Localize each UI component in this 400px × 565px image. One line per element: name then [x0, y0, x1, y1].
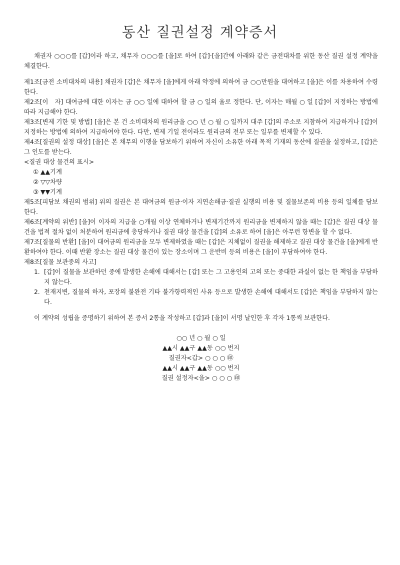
collateral-item-2: ② ▽▽차량 [33, 179, 62, 186]
item-text: 천재지변, 질물의 하자, 포장의 불완전 기타 불가항력적인 사유 등으로 발생한 손해에 대해서도 [갑]은 책임을 부담하지 않는다. [44, 289, 378, 306]
collateral-item-3: ③ ▼▼기계 [33, 189, 62, 196]
collateral-item-1: ① ▲▲기계 [33, 169, 62, 176]
collateral-heading: <질권 대상 물건의 표시> [24, 159, 95, 166]
article-4: 제4조[질권의 설정 대상] [을]은 본 채무의 이행을 담보하기 위하여 자신이 소유한 아래 목적 기재의 동산에 질권을 설정하고, [갑]은 그 인도를 받는다. [24, 139, 378, 156]
item-text: [갑]이 질물을 보관하던 중에 발생한 손해에 대해서는 [갑] 또는 그 고용인의 고의 또는 중대한 과실이 없는 한 책임을 부담하지 않는다. [44, 269, 378, 286]
document-body [24, 52, 378, 384]
article-6: 제6조[계약의 위반] [을]이 이자의 지급을 ○개월 이상 연체하거나 변제기간까지 원리금을 변제하지 않을 때는 [갑]은 질권 대상 물건을 법적 절차 없이 처분하여 원리금에 충당하거나 질권 대상 물건을 [갑]의 소유로 하여 [을]은 아무런 항변을 할 수 없다. [24, 219, 378, 236]
article-8: 제8조[질물 보관중의 사고] [24, 259, 97, 266]
item-number: 2. [34, 289, 40, 296]
intro-paragraph: 채권자 ○○○를 [갑]이라 하고, 채무자 ○○○를 [을]로 하여 [갑]·[을]간에 아래와 같은 금전대차를 위한 동산 질권 설정 계약을 체결한다. [24, 53, 378, 70]
contract-date: ○○ 년 ○ 월 ○ 일 [176, 335, 226, 342]
article-8-item-2 [24, 288, 378, 308]
item-number: 1. [34, 269, 40, 276]
article-7: 제7조[질물의 반환] [을]이 대여금의 원리금을 모두 변제하였을 때는 [갑]은 지체없이 질권을 해제하고 질권 대상 물건을 [을]에게 반환하여야 한다. 이때 반환 장소는 질권 대상 물건이 있는 장소이며 그 운반비 등의 비용은 [을]이 부담하여야 한다. [24, 239, 378, 256]
article-8-item-1 [24, 268, 378, 288]
article-3: 제3조[변제 기한 및 방법] [을]은 본 건 소비대차의 원리금을 ○○ 년 ○ 월 ○ 일까지 대주 [갑]의 주소로 지참하여 지급하거나 [갑]이 지정하는 방법에 의하여 지급하여야 한다. 다만, 변제 기일 전이라도 원리금의 전부 또는 일부를 변제할 수 있다. [24, 119, 378, 136]
party2-address: ▲▲시 ▲▲구 ▲▲동 ○○ 번지 [162, 365, 240, 372]
article-2: 제2조[이 자] 대여금에 대한 이자는 금 ○○ 일에 대하여 할 금 ○ 일의 율로 정한다. 단, 이자는 매월 ○ 일 [갑]이 지정하는 방법에 따라 지급해야 한다. [24, 99, 378, 116]
closing-paragraph: 이 계약의 성립을 증명하기 위하여 본 증서 2통을 작성하고 [갑]과 [을]이 서명 날인한 후 각자 1통씩 보관한다. [34, 315, 331, 322]
article-1: 제1조[금전 소비대차의 내용] 채권자 [갑]은 채무자 [을]에게 아래 약정에 의하여 금 ○○만원을 대여하고 [을]은 이를 차용하여 수령한다. [24, 79, 378, 96]
document-title: 동산 질권설정 계약증서 [121, 25, 279, 41]
party1-address: ▲▲시 ▲▲구 ▲▲동 ○○ 번지 [162, 345, 240, 352]
party1-signature: 질권자<갑> ○ ○ ○ ㊞ [168, 355, 234, 362]
article-5: 제5조[피담보 채권의 범위] 위의 질권은 본 대여금의 원금·이자 지연손해금·질권 실행의 비용 및 질물보존의 비용 등의 일체를 담보한다. [24, 199, 378, 216]
party2-signature: 질권 설정자<을> ○ ○ ○ ㊞ [161, 375, 241, 382]
